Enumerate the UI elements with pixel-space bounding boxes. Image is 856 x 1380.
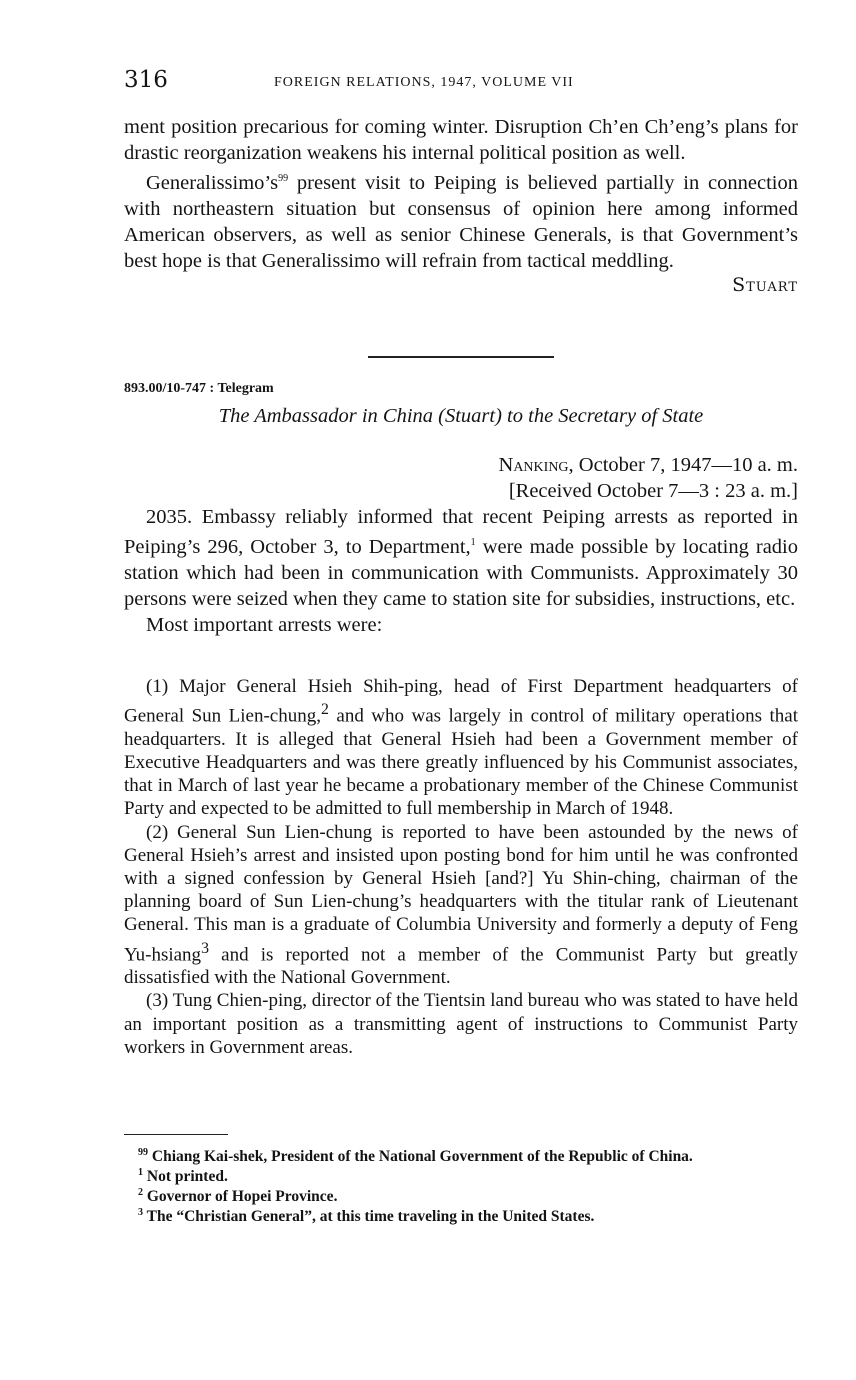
paragraph-arrests-intro: Most important arrests were: (146, 613, 383, 636)
footnote-text: The “Christian General”, at this time traveling in the United States. (146, 1208, 595, 1226)
dateline-date: , October 7, 1947—10 a. m. (568, 454, 798, 476)
divider-rule (368, 356, 554, 358)
page-header (124, 67, 798, 97)
footnote-ref[interactable]: 99 (278, 173, 289, 184)
footnote (124, 1165, 798, 1185)
footnote-ref[interactable]: 2 (320, 701, 329, 719)
file-reference: 893.00/10-747 : Telegram (124, 381, 274, 396)
signature: Stuart (732, 273, 798, 296)
footnote-text: Not printed. (146, 1168, 228, 1186)
footnote (124, 1205, 798, 1225)
text-run: 2035. Embassy reliably informed that recent Peiping arrests as reported in Peiping’s 296, October 3, to Department, (124, 506, 798, 558)
list-item (124, 821, 798, 990)
paragraph-2035 (124, 504, 798, 612)
document-1-continuation (124, 114, 798, 296)
footnote-list (124, 1145, 798, 1226)
footnote-rule (124, 1134, 228, 1135)
running-title: FOREIGN RELATIONS, 1947, VOLUME VII (274, 75, 574, 90)
text-run: and is reported not a member of the Communist Party but greatly dissatisfied with the National Government. (124, 943, 798, 989)
text-run: (1) Major General Hsieh Shih-ping, head of First Department headquarters of General Sun Lien-chung, (124, 676, 798, 727)
title-run: The Ambassador in China ( (218, 405, 445, 427)
dateline (124, 452, 798, 478)
footnote-text: Governor of Hopei Province. (146, 1188, 338, 1206)
text-run: Generalissimo’s (146, 171, 279, 194)
document-2-body (124, 452, 798, 638)
dateline-place: Nanking (498, 454, 569, 476)
section-divider (124, 356, 798, 358)
list-item (124, 675, 798, 821)
paragraph-continuation: ment position precarious for coming winter. Disruption Ch’en Ch’eng’s plans for drastic reorganization weakens his internal political position as well. (124, 116, 798, 164)
footnote-ref[interactable]: 1 (470, 537, 476, 548)
footnote (124, 1185, 798, 1205)
footnote-mark: 99 (138, 1147, 148, 1158)
footnote-mark: 2 (138, 1187, 143, 1199)
arrest-list (124, 675, 798, 1059)
list-item: (3) Tung Chien-ping, director of the Tientsin land bureau who was stated to have held an important position as a transmitting agent of instructions to Communist Party workers in Government areas. (124, 990, 798, 1058)
document-2 (124, 381, 798, 428)
received-line: [Received October 7—3 : 23 a. m.] (508, 480, 798, 502)
text-run: present visit to Peiping is believed partially in connection with northeastern situation but consensus of opinion here among informed American observers, as well as senior Chinese Generals, is that Government’s best hope is that Generalissimo will refrain from tactical meddling. (124, 171, 798, 272)
text-run: were made possible by locating radio station which had been in communication with Communists. Approximately 30 persons were seized when they came to station site for subsidies, instructions, etc. (124, 535, 798, 610)
footnote-ref[interactable]: 3 (201, 939, 209, 957)
text-run: (2) General Sun Lien-chung is reported to have been astounded by the news of General Hsieh’s arrest and insisted upon posting bond for him until he was confronted with a signed confession by General Hsieh [and?] Yu Shin-ching, chairman of the planning board of Sun Lien-chung’s headquarters with the titular rank of Lieutenant General. This man is a graduate of Columbia University and formerly a deputy of Feng Yu-hsiang (124, 821, 798, 965)
footnote-mark: 1 (138, 1167, 143, 1179)
footnote-text: Chiang Kai-shek, President of the National Government of the Republic of China. (151, 1148, 693, 1166)
title-run: ) to the Secretary of State (495, 405, 704, 427)
title-run: Stuart (444, 405, 496, 427)
footnote-mark: 3 (138, 1207, 143, 1219)
page-number: 316 (124, 67, 168, 93)
text-run: and who was largely in control of military operations that headquarters. It is alleged that General Hsieh had been a Government member of Executive Headquarters and was there greatly influenced by his Communist associates, that in March of last year he became a probationary member of the Chinese Communist Party and expected to be admitted to full membership in March of 1948. (124, 705, 798, 820)
footnote (124, 1145, 798, 1165)
document-title (124, 405, 798, 428)
footnotes (124, 1134, 798, 1226)
paragraph-generalissimo (124, 166, 798, 274)
